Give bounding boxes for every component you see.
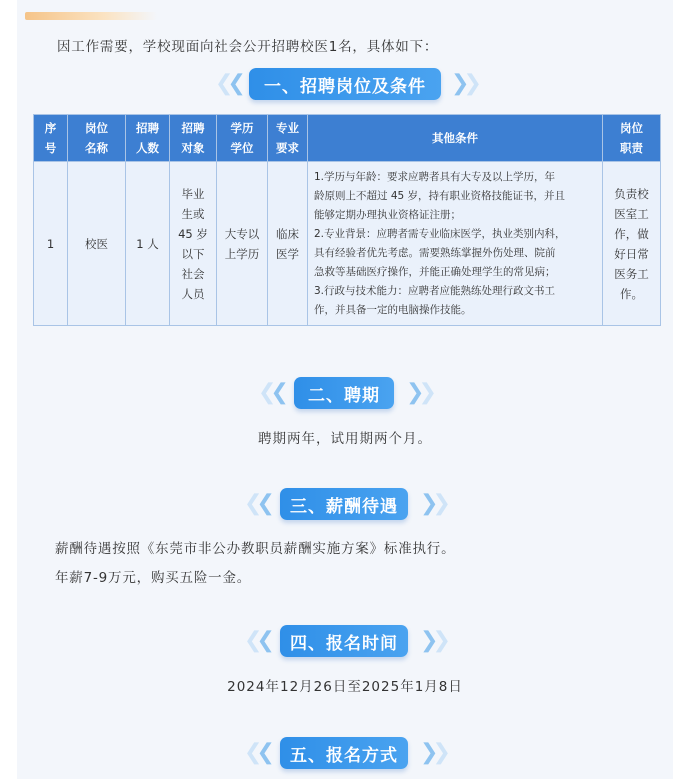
chevron-left-icon: ❮❮ xyxy=(215,71,240,96)
section-header-apply-method xyxy=(244,737,444,769)
header-count: 招聘 人数 xyxy=(126,115,170,162)
chevron-left-icon: ❮❮ xyxy=(244,740,269,765)
section-title: 四、报名时间 xyxy=(280,625,408,657)
cell-count: 1 人 xyxy=(126,162,170,326)
salary-line: 年薪7-9万元，购买五险一金。 xyxy=(55,570,252,586)
chevron-right-icon: ❯❯ xyxy=(420,628,445,653)
section-title: 五、报名方式 xyxy=(280,737,408,769)
intro-text: 因工作需要，学校现面向社会公开招聘校医1名，具体如下： xyxy=(57,39,439,55)
header-post: 岗位 名称 xyxy=(68,115,126,162)
term-text: 聘期两年，试用期两个月。 xyxy=(258,431,432,447)
cell-seq: 1 xyxy=(34,162,68,326)
header-target: 招聘 对象 xyxy=(170,115,217,162)
section-title: 三、薪酬待遇 xyxy=(280,488,408,520)
chevron-right-icon: ❯❯ xyxy=(420,740,445,765)
header-major: 专业 要求 xyxy=(268,115,308,162)
table-header-row xyxy=(34,115,661,162)
header-seq: 序 号 xyxy=(34,115,68,162)
recruitment-table xyxy=(33,114,661,326)
cell-major: 临床 医学 xyxy=(268,162,308,326)
section-header-term xyxy=(258,377,432,409)
table-row xyxy=(34,162,661,326)
apply-time-text: 2024年12月26日至2025年1月8日 xyxy=(227,679,463,695)
header-other: 其他条件 xyxy=(308,115,603,162)
section-title: 一、招聘岗位及条件 xyxy=(249,68,441,100)
cell-duty: 负责校 医室工 作，做 好日常 医务工 作。 xyxy=(603,162,661,326)
salary-line: 薪酬待遇按照《东莞市非公办教职员薪酬实施方案》标准执行。 xyxy=(55,541,456,557)
section-header-salary xyxy=(244,488,444,520)
chevron-right-icon: ❯❯ xyxy=(420,491,445,516)
section-header-apply-time xyxy=(244,625,444,657)
section-title: 二、聘期 xyxy=(294,377,394,409)
cell-target: 毕业 生或 45 岁 以下 社会 人员 xyxy=(170,162,217,326)
chevron-right-icon: ❯❯ xyxy=(451,71,476,96)
section-header-positions xyxy=(215,68,475,100)
header-duty: 岗位 职责 xyxy=(603,115,661,162)
chevron-left-icon: ❮❮ xyxy=(258,380,283,405)
chevron-right-icon: ❯❯ xyxy=(406,380,431,405)
cell-edu: 大专以 上学历 xyxy=(217,162,268,326)
cell-other-conditions: 1.学历与年龄：要求应聘者具有大专及以上学历，年 龄原则上不超过 45 岁，持有职业资格技能证书，并且 能够定期办理执业资格证注册； 2.专业背景：应聘者需专业临床医学，执业类别内科， 具有经验者优先考虑。需要熟练掌握外伤处理、院前 急救等基础医疗操作，并能正确处理学生的常见病； 3.行政与技术能力：应聘者应能熟练处理行政文书工 作，并具备一定的电脑操作技能。 xyxy=(308,162,603,326)
chevron-left-icon: ❮❮ xyxy=(244,491,269,516)
cell-post: 校医 xyxy=(68,162,126,326)
decorative-stripe xyxy=(25,12,157,20)
chevron-left-icon: ❮❮ xyxy=(244,628,269,653)
header-edu: 学历 学位 xyxy=(217,115,268,162)
